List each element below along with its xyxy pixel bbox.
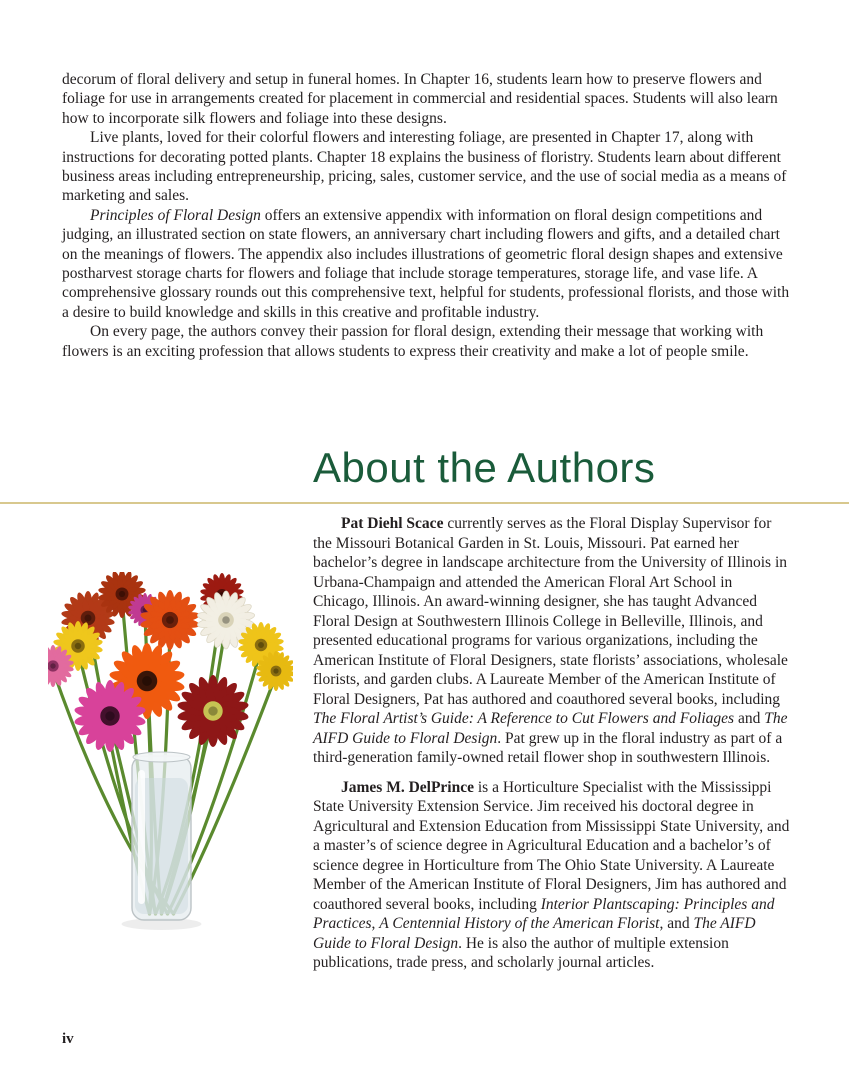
section-title: About the Authors: [313, 444, 656, 491]
section-divider-rule: [0, 502, 849, 504]
gerbera-bouquet-graphic: [48, 572, 293, 957]
author-bio-james-delprince: James M. DelPrince is a Horticulture Specialist with the Mississippi State University Extension Service. Jim received his doctoral degree in Agricultural and Extension Education from Mississippi State University, and a master’s of science degree in Agricultural Education and a bachelor’s of science degree in Horticulture from The Ohio State University. A Laureate Member of the American Institute of Floral Designers, Jim has authored and coauthored several books, including Interior Plantscaping: Principles and Practices, A Centennial History of the American Florist, and The AIFD Guide to Floral Design. He is also the author of multiple extension publications, trade press, and scholarly journal articles.: [313, 778, 790, 971]
author-bios: [313, 514, 791, 973]
intro-text-block: [62, 70, 791, 361]
intro-paragraph: On every page, the authors convey their passion for floral design, extending their message that working with flowers is an exciting profession that allows students to express their creativity and make a lot of people smile.: [62, 323, 764, 360]
page-number: iv: [62, 1031, 74, 1047]
intro-paragraph: decorum of floral delivery and setup in funeral homes. In Chapter 16, students learn how to preserve flowers and foliage for use in arrangements created for placement in commercial and residential spaces. Students will also learn how to incorporate silk flowers and foliage into these designs.: [62, 71, 778, 127]
flower-bouquet-photo: [48, 572, 293, 957]
intro-paragraph: Live plants, loved for their colorful flowers and interesting foliage, are presented in Chapter 17, along with instructions for decorating potted plants. Chapter 18 explains the business of floristry. Students learn about different business areas including entrepreneurship, pricing, sales, customer service, and the use of social media as a means of marketing and sales.: [62, 129, 787, 205]
intro-paragraph: Principles of Floral Design offers an extensive appendix with information on floral design competitions and judging, an illustrated section on state flowers, an anniversary chart including flowers and gifts, and a detailed chart on the meanings of flowers. The appendix also includes illustrations of geometric floral design shapes and extensive postharvest storage charts for flowers and foliage that include storage temperatures, storage life, and vase life. A comprehensive glossary rounds out this comprehensive text, helpful for students, professional florists, and those with a desire to build knowledge and skills in this creative and profitable industry.: [62, 206, 790, 321]
author-bio-pat-diehl-scace: Pat Diehl Scace currently serves as the Floral Display Supervisor for the Missouri Botanical Garden in St. Louis, Missouri. Pat earned her bachelor’s degree in landscape architecture from the University of Illinois in Urbana-Champaign and attended the American Floral Art School in Chicago, Illinois. An award-winning designer, she has taught Advanced Floral Design at Southwestern Illinois College in Belleville, Illinois, and presented educational programs for various organizations, including the American Institute of Floral Designers, state florists’ associations, wholesale florists, and garden clubs. A Laureate Member of the American Institute of Floral Designers, Pat has authored and coauthored several books, including The Floral Artist’s Guide: A Reference to Cut Flowers and Foliages and The AIFD Guide to Floral Design. Pat grew up in the floral industry as part of a third-generation family-owned retail flower shop in southwestern Illinois.: [313, 515, 788, 766]
